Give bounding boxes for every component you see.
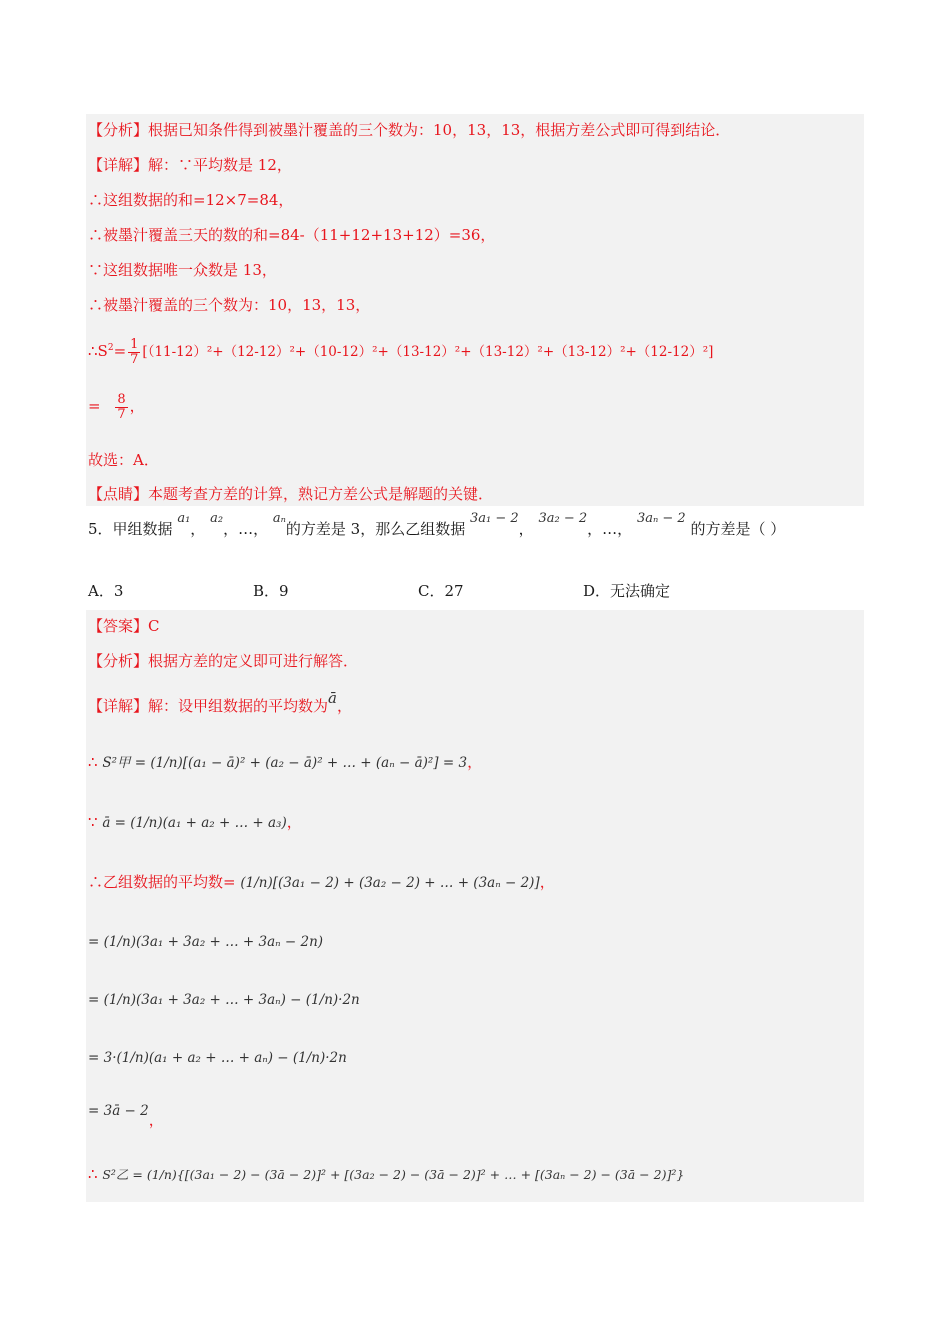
formula-step-4 — [88, 1100, 164, 1129]
formula-mean-jia — [88, 812, 302, 833]
comma: ， — [336, 697, 352, 715]
variance-jia-expression: S²甲 = (1/n)[(a₁ − ā)² + (a₂ − ā)² + … + (aₙ − ā)²] = 3 — [102, 755, 468, 771]
therefore-symbol: ∴ — [88, 753, 98, 771]
analysis-text: 根据方差的定义即可进行解答． — [148, 652, 359, 670]
detail-line-4: ∵这组数据唯一众数是 13， — [88, 261, 277, 279]
detail-line-5: ∴被墨汁覆盖的三个数为：10，13，13， — [88, 296, 371, 314]
formula-variance-jia — [88, 752, 482, 773]
detail-line-1 — [88, 155, 292, 175]
comma: ， — [539, 873, 555, 891]
question-5 — [88, 511, 786, 539]
answer-line — [88, 616, 160, 636]
question-stem-a: 5．甲组数据 — [88, 520, 173, 538]
variance-symbol: ∴S — [88, 342, 108, 360]
fraction-denominator: 7 — [130, 351, 139, 367]
detail-tag: 【详解】 — [88, 156, 149, 174]
term-bn: 3aₙ − 2 — [636, 511, 686, 526]
formula-step-1: = (1/n)(3a₁ + 3a₂ + … + 3aₙ − 2n) — [88, 934, 324, 950]
detail-line-3: ∴被墨汁覆盖三天的数的和=84-（11+12+13+12）=36， — [88, 226, 496, 244]
ellipsis: ，…， — [587, 520, 633, 538]
comment-text: 本题考查方差的计算，熟记方差公式是解题的关键． — [148, 485, 494, 503]
comment-tag: 【点睛】 — [88, 485, 149, 503]
formula-variance-yi — [88, 1164, 684, 1185]
term-b2: 3a₂ − 2 — [538, 511, 588, 526]
analysis-tag: 【分析】 — [88, 652, 149, 670]
option-a: A．3 — [88, 582, 124, 600]
comment-line — [88, 484, 493, 504]
term-b1: 3a₁ − 2 — [470, 511, 519, 526]
variance-terms: [（11-12）²+（12-12）²+（10-12）²+（13-12）²+（13-12）²+（13-12）²+（12-12）²] — [142, 344, 714, 360]
mean-yi-result: = 3ā − 2 — [88, 1103, 149, 1119]
ellipsis: ，…， — [223, 520, 269, 538]
term-a2: a₂ — [210, 511, 224, 526]
comma: ， — [286, 813, 302, 831]
answer-tag: 【答案】 — [88, 617, 149, 635]
mean-yi-expression: (1/n)[(3a₁ − 2) + (3a₂ − 2) + … + (3aₙ − 2)] — [240, 875, 540, 891]
formula-step-3: = 3·(1/n)(a₁ + a₂ + … + aₙ) − (1/n)·2n — [88, 1050, 347, 1066]
separator: ， — [518, 520, 534, 538]
fraction-one-seventh — [128, 338, 140, 367]
therefore-symbol: ∴ — [88, 1165, 98, 1183]
analysis-text: 根据已知条件得到被墨汁覆盖的三个数为：10，13，13，根据方差公式即可得到结论． — [148, 121, 731, 139]
fraction-eight-sevenths — [115, 393, 127, 422]
variance-formula — [88, 330, 713, 370]
variance-result — [88, 386, 145, 426]
mean-jia-expression: ā = (1/n)(a₁ + a₂ + … + a₃) — [102, 815, 287, 831]
detail-text: 解：设甲组数据的平均数为 — [148, 697, 329, 715]
option-d: D．无法确定 — [583, 582, 671, 600]
mean-yi-label: ∴乙组数据的平均数= — [88, 873, 236, 891]
fraction-denominator: 7 — [117, 406, 126, 422]
detail-line-5-1 — [88, 689, 352, 716]
option-b: B．9 — [253, 582, 289, 600]
detail-text: 解：∵平均数是 12， — [148, 156, 292, 174]
variance-exponent: 2 — [107, 343, 114, 353]
question-stem-c: 的方差是（ ） — [690, 520, 786, 538]
mean-a-bar: ā — [328, 689, 337, 707]
detail-tag: 【详解】 — [88, 697, 149, 715]
comma: ， — [467, 753, 483, 771]
question-stem-b: 的方差是 3，那么乙组数据 — [285, 520, 466, 538]
term-an: aₙ — [272, 511, 286, 526]
answer-value: C — [148, 617, 160, 635]
analysis-tag: 【分析】 — [88, 121, 149, 139]
separator: ， — [190, 520, 206, 538]
fraction-numerator: 1 — [130, 336, 139, 352]
detail-line-2: ∴这组数据的和=12×7=84， — [88, 191, 294, 209]
option-c: C．27 — [418, 582, 464, 600]
equals-sign: = — [88, 397, 101, 415]
analysis-line — [88, 120, 730, 140]
comma: ， — [129, 397, 145, 415]
comma: ， — [148, 1111, 164, 1129]
formula-step-2: = (1/n)(3a₁ + 3a₂ + … + 3aₙ) − (1/n)·2n — [88, 992, 360, 1008]
variance-yi-expression: S²乙 = (1/n){[(3a₁ − 2) − (3ā − 2)]² + [(3a₂ − 2) − (3ā − 2)]² + … + [(3aₙ − 2) − (3ā − 2)]²} — [102, 1167, 685, 1182]
analysis-line-5 — [88, 651, 358, 671]
equals-sign: = — [113, 342, 127, 360]
because-symbol: ∵ — [88, 813, 98, 831]
formula-mean-yi — [88, 872, 555, 893]
choose-line: 故选：A． — [88, 451, 159, 469]
term-a1: a₁ — [177, 511, 191, 526]
fraction-numerator: 8 — [117, 391, 126, 407]
